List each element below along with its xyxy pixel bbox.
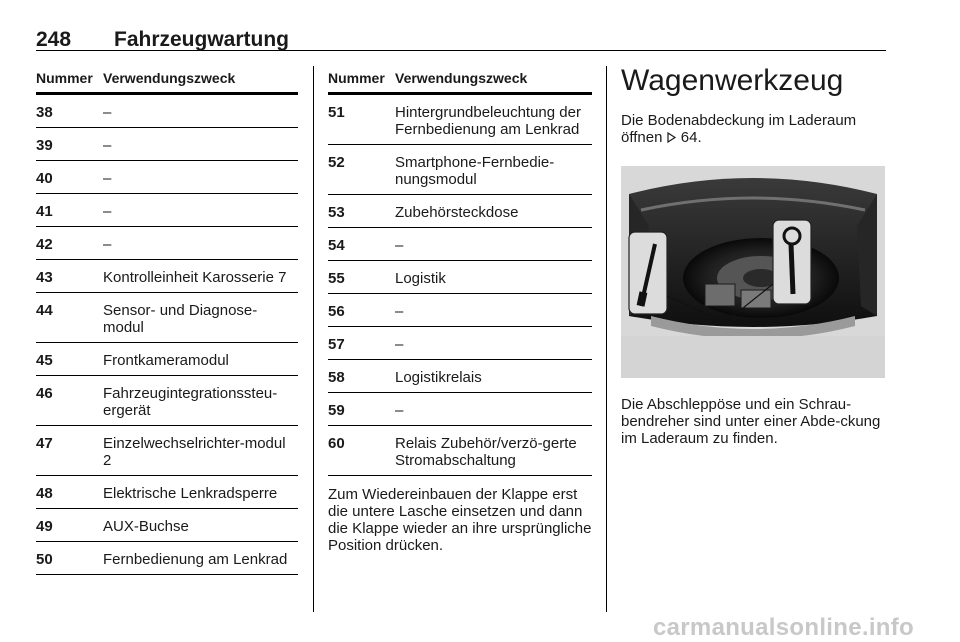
intro-label: Die Bodenabdeckung im Laderaum öffnen [621,112,857,146]
row-usage: – [103,236,112,253]
row-number: 44 [36,302,53,319]
row-usage: Fernbedienung am Lenkrad [103,551,288,568]
page-header [36,20,886,51]
table-header [36,66,298,95]
row-number: 49 [36,518,53,535]
table-row [328,145,592,195]
row-number: 53 [328,204,345,221]
row-usage: – [395,303,404,320]
row-number: 60 [328,435,345,452]
row-usage: Fahrzeugintegrationssteu-ergerät [103,385,278,419]
table-row [36,161,298,194]
header-number: Nummer [36,70,93,86]
row-usage: – [395,402,404,419]
table-row [36,293,298,343]
table-row [328,195,592,228]
row-number: 41 [36,203,53,220]
row-number: 47 [36,435,53,452]
table-row [328,294,592,327]
row-usage: – [395,237,404,254]
table-row [36,343,298,376]
row-usage: Logistik [395,270,446,287]
row-usage: AUX-Buchse [103,518,189,535]
row-usage: – [103,137,112,154]
row-usage: – [103,170,112,187]
row-number: 50 [36,551,53,568]
table-row [328,426,592,476]
table-row [328,360,592,393]
table-row [328,228,592,261]
row-usage: Kontrolleinheit Karosserie 7 [103,269,287,286]
table-row [36,227,298,260]
row-usage: Relais Zubehör/verzö-gerte Stromabschaltung [395,435,577,469]
table-row [36,95,298,128]
header-number: Nummer [328,70,385,86]
row-number: 51 [328,104,345,121]
reinstall-note: Zum Wiedereinbauen der Klappe erst die untere Lasche einsetzen und dann die Klappe wieder an ihre ursprüngliche Position drücken. [328,486,592,554]
section-title: Wagenwerkzeug [621,64,844,97]
row-number: 56 [328,303,345,320]
row-usage: – [103,104,112,121]
tools-caption: Die Abschleppöse und ein Schrau-bendreher sind unter einer Abde-ckung im Laderaum zu finden. [621,396,881,447]
table-row [328,95,592,145]
column-divider [606,66,607,612]
row-usage: Smartphone-Fernbedie-nungsmodul [395,154,555,188]
row-number: 46 [36,385,53,402]
row-number: 59 [328,402,345,419]
header-usage: Verwendungszweck [395,70,528,86]
row-number: 38 [36,104,53,121]
row-usage: Frontkameramodul [103,352,229,369]
watermark-text: carmanualsonline.info [653,614,915,641]
table-row [36,542,298,575]
row-number: 52 [328,154,345,171]
row-number: 39 [36,137,53,154]
fuse-table-left [36,66,298,575]
row-usage: Sensor- und Diagnose-modul [103,302,258,336]
row-number: 55 [328,270,345,287]
row-number: 54 [328,237,345,254]
row-usage: Hintergrundbeleuchtung der Fernbedienung am Lenkrad [395,104,581,138]
row-number: 48 [36,485,53,502]
row-number: 45 [36,352,53,369]
tools-section [621,66,885,447]
arrow-reference-icon [667,129,681,146]
table-row [36,509,298,542]
row-number: 42 [36,236,53,253]
row-usage: Zubehörsteckdose [395,204,519,221]
row-number: 40 [36,170,53,187]
header-usage: Verwendungszweck [103,70,236,86]
table-row [328,327,592,360]
table-row [328,393,592,426]
table-row [328,261,592,294]
table-row [36,128,298,161]
trunk-photo [621,166,885,378]
row-number: 58 [328,369,345,386]
row-usage: Einzelwechselrichter-modul 2 [103,435,286,469]
row-usage: Logistikrelais [395,369,482,386]
column-divider [313,66,314,612]
chapter-title: Fahrzeugwartung [114,28,290,51]
page-number: 248 [36,28,72,51]
table-row [36,476,298,509]
row-number: 57 [328,336,345,353]
row-number: 43 [36,269,53,286]
table-row [36,194,298,227]
row-usage: Elektrische Lenkradsperre [103,485,278,502]
intro-page-ref: 64. [680,129,702,146]
table-row [36,260,298,293]
table-row [36,426,298,476]
row-usage: – [395,336,404,353]
table-header [328,66,592,95]
fuse-table-right [328,66,592,554]
table-row [36,376,298,426]
intro-text [621,112,885,146]
row-usage: – [103,203,112,220]
